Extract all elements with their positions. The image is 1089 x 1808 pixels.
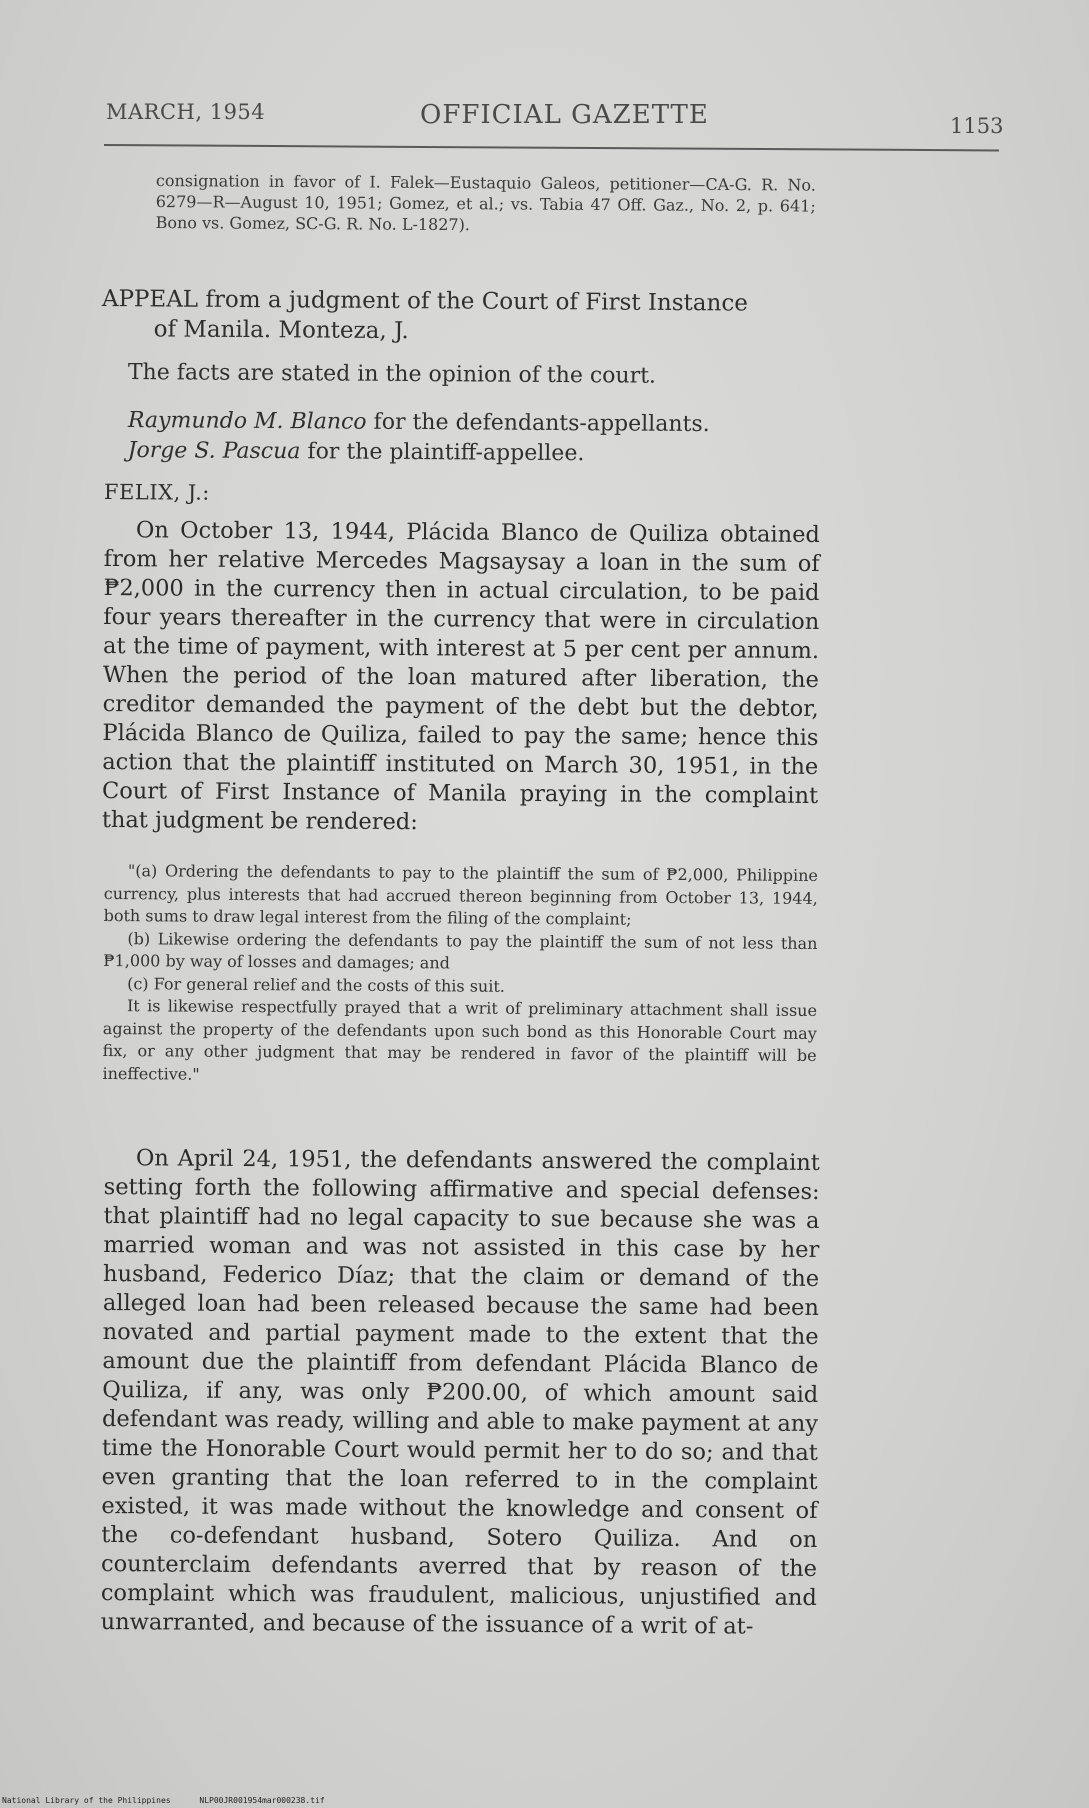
header-title: OFFICIAL GAZETTE — [420, 100, 709, 130]
counsel-block — [128, 406, 828, 471]
footer-library: National Library of the Philippines — [2, 1796, 171, 1805]
defendants-counsel — [128, 406, 828, 441]
quote-item-b: (b) Likewise ordering the defendants to pay the plaintiff the sum of not less than ₱1,000 by way of losses and damages; and — [103, 928, 818, 973]
quote-item-c: (c) For general relief and the costs of this suit. — [127, 973, 505, 996]
opinion-paragraph-2: On April 24, 1951, the defendants answered the complaint setting forth the following affirmative and special defenses: that plaintiff had no legal capacity to sue because she was a married woman and was not assisted in this case by her husband, Federico Díaz; that the claim or demand of the alleged loan had been released because the same had been novated and partial payment made to the extent that the amount due the plaintiff from defendant Plácida Blanco de Quiliza, if any, was only ₱200.00, of which amount said defendant was ready, willing and able to make payment at any time the Honorable Court would permit her to do so; and that even granting that the loan referred to in the complaint existed, it was made without the knowledge and consent of the co-defendant husband, Sotero Quiliza. And on counterclaim defendants averred that by reason of the complaint which was fraudulent, malicious, unjustified and unwarranted, and because of the issuance of a writ of at- — [100, 1145, 820, 1640]
defendants-counsel-name: Raymundo M. Blanco — [127, 407, 367, 435]
plaintiff-counsel-role: for the plaintiff-appellee. — [307, 439, 585, 467]
appeal-line — [102, 284, 822, 349]
quote-item-a: "(a) Ordering the defendants to pay to the plaintiff the sum of ₱2,000, Philippine currency, plus interests that had accrued thereon beginning from October 13, 1944, both sums to draw legal interest from the filing of the complaint; — [103, 861, 818, 929]
defendants-counsel-role: for the defendants-appellants. — [373, 409, 710, 438]
footer-file: NLP00JR001954mar000238.tif — [199, 1796, 325, 1805]
scan-footer — [2, 1796, 349, 1805]
plaintiff-counsel-name: Jorge S. Pascua — [127, 437, 301, 465]
page-number: 1153 — [950, 114, 1004, 138]
appeal-line-2: of Manila. Monteza, J. — [153, 316, 409, 345]
header-rule — [104, 144, 999, 151]
complaint-quote — [102, 860, 818, 1090]
appeal-line-1: APPEAL from a judgment of the Court of First Instance — [101, 285, 748, 317]
opinion-paragraph-1: On October 13, 1944, Plácida Blanco de Quiliza obtained from her relative Mercedes Magsaysay a loan in the sum of ₱2,000 in the currency then in actual circulation, to be paid four years thereafter in the currency that were in circulation at the time of payment, with interest at 5 per cent per annum. When the period of the loan matured after liberation, the creditor demanded the payment of the debt but the debtor, Plácida Blanco de Quiliza, failed to pay the same; hence this action that the plaintiff instituted on March 30, 1951, in the Court of First Instance of Manila praying in the complaint that judgment be rendered: — [101, 517, 820, 836]
plaintiff-counsel — [128, 436, 828, 471]
citation-note: consignation in favor of I. Falek—Eustaquio Galeos, petitioner—CA-G. R. No. 6279—R—August 10, 1951; Gomez, et al.; vs. Tabia 47 Off. Gaz., No. 2, p. 641; Bono vs. Gomez, SC-G. R. No. L-1827). — [155, 170, 816, 235]
header-date: MARCH, 1954 — [106, 100, 266, 124]
facts-statement: The facts are stated in the opinion of the court. — [127, 360, 657, 389]
judge-heading: FELIX, J.: — [103, 480, 210, 505]
quote-item-d: It is likewise respectfully prayed that a writ of preliminary attachment shall issue against the property of the defendants upon such bond as this Honorable Court may fix, or any other judgment that may be rendered in favor of the plaintiff will be ineffective." — [102, 996, 818, 1084]
